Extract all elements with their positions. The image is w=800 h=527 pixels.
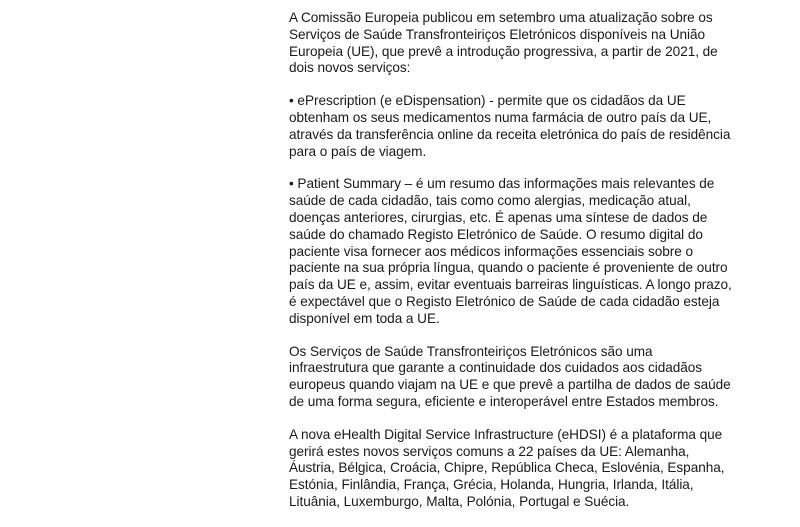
paragraph-intro: A Comissão Europeia publicou em setembro uma atualização sobre os Serviços de Saúde Transfronteiriços Eletrónicos disponíveis na União Europeia (UE), que prevê a introdução progressiva, a partir de 2021, de dois novos serviços:	[289, 10, 718, 76]
paragraph-ehdsi: A nova eHealth Digital Service Infrastructure (eHDSI) é a plataforma que gerirá estes novos serviços comuns a 22 países da UE: Alemanha, Áustria, Bélgica, Croácia, Chipre, República Checa, Eslovénia, Espanha, Estónia, Finlândia, França, Grécia, Holanda, Hungria, Irlanda, Itália, Lituânia, Luxemburgo, Malta, Polónia, Portugal e Suécia.	[289, 426, 725, 509]
paragraph-cross-border-services: Os Serviços de Saúde Transfronteiriços Eletrónicos são uma infraestrutura que garante a continuidade dos cuidados aos cidadãos europeus quando viajam na UE e que prevê a partilha de dados de saúde de uma forma segura, eficiente e interoperável entre Estados membros.	[289, 343, 731, 409]
article-body	[289, 10, 733, 527]
paragraph-eprescription: • ePrescription (e eDispensation) - permite que os cidadãos da UE obtenham os seus medicamentos numa farmácia de outro país da UE, através da transferência online da receita eletrónica do país de residência para o país de viagem.	[289, 93, 731, 159]
paragraph-patient-summary: • Patient Summary – é um resumo das informações mais relevantes de saúde de cada cidadão, tais como como alergias, medicação atual, doenças anteriores, cirurgias, etc. É apenas uma síntese de dados de saúde do chamado Registo Eletrónico de Saúde. O resumo digital do paciente visa fornecer aos médicos informações essenciais sobre o paciente na sua própria língua, quando o paciente é proveniente de outro país da UE e, assim, evitar eventuais barreiras linguísticas. A longo prazo, é expectável que o Registo Eletrónico de Saúde de cada cidadão esteja disponível em toda a UE.	[289, 176, 732, 326]
